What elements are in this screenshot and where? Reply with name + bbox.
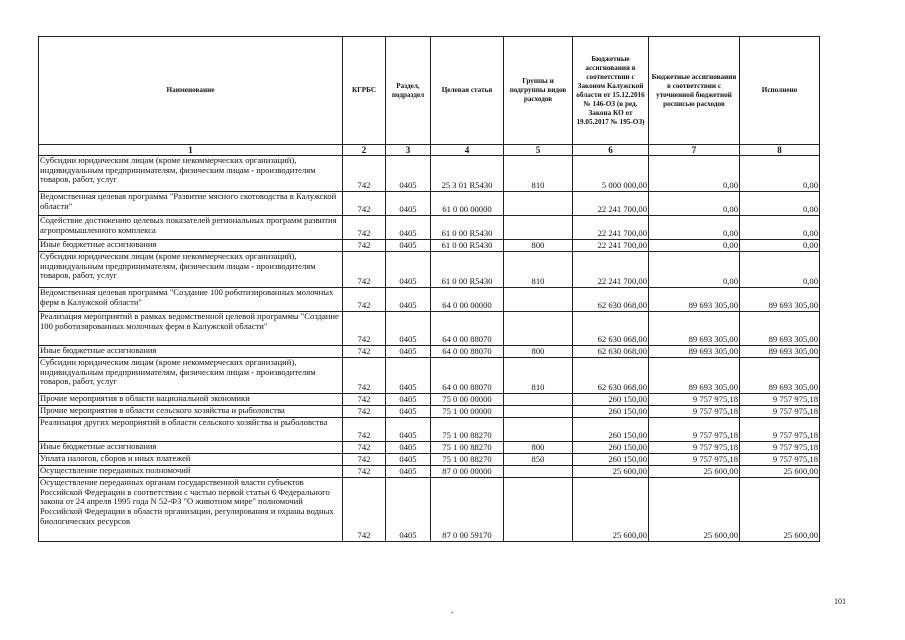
table-row	[39, 288, 820, 312]
row-target-article: 75 1 00 88270	[431, 418, 504, 442]
row-budget-law: 25 600,00	[573, 466, 649, 478]
table-row	[39, 394, 820, 406]
row-budget-law: 62 630 068,00	[573, 312, 649, 346]
row-kgrbs: 742	[343, 454, 386, 466]
row-budget-refined: 0,00	[649, 252, 740, 288]
column-number: 6	[573, 145, 649, 156]
row-expense-group	[504, 466, 573, 478]
row-name: Иные бюджетные ассигнования	[39, 442, 343, 454]
row-budget-law: 260 150,00	[573, 394, 649, 406]
row-target-article: 61 0 00 R5430	[431, 216, 504, 240]
row-executed: 25 600,00	[740, 466, 820, 478]
row-section: 0405	[386, 478, 431, 542]
row-section: 0405	[386, 346, 431, 358]
row-section: 0405	[386, 312, 431, 346]
header-executed: Исполнено	[740, 37, 820, 145]
row-expense-group: 810	[504, 358, 573, 394]
table-row	[39, 454, 820, 466]
row-name: Субсидии юридическим лицам (кроме некоммерческих организаций), индивидуальным предпринимателям, физическим лицам - производителям товаров, работ, услуг	[39, 252, 343, 288]
row-budget-law: 22 241 700,00	[573, 240, 649, 252]
table-row	[39, 358, 820, 394]
row-kgrbs: 742	[343, 288, 386, 312]
row-executed: 89 693 305,00	[740, 288, 820, 312]
row-kgrbs: 742	[343, 346, 386, 358]
row-target-article: 64 0 00 00000	[431, 288, 504, 312]
row-budget-law: 5 000 000,00	[573, 156, 649, 192]
row-expense-group: 850	[504, 454, 573, 466]
row-kgrbs: 742	[343, 442, 386, 454]
table-row	[39, 346, 820, 358]
row-budget-refined: 89 693 305,00	[649, 312, 740, 346]
footer-mark: .	[451, 605, 454, 616]
row-expense-group: 800	[504, 442, 573, 454]
row-name: Субсидии юридическим лицам (кроме некоммерческих организаций), индивидуальным предпринимателям, физическим лицам - производителям товаров, работ, услуг	[39, 358, 343, 394]
row-budget-law: 62 630 068,00	[573, 358, 649, 394]
row-executed: 9 757 975,18	[740, 454, 820, 466]
row-executed: 89 693 305,00	[740, 346, 820, 358]
row-target-article: 61 0 00 R5430	[431, 252, 504, 288]
header-row	[39, 37, 820, 145]
row-budget-refined: 89 693 305,00	[649, 346, 740, 358]
row-expense-group	[504, 192, 573, 216]
row-expense-group: 800	[504, 346, 573, 358]
row-section: 0405	[386, 358, 431, 394]
row-name: Осуществление переданных полномочий	[39, 466, 343, 478]
column-number: 3	[386, 145, 431, 156]
row-name: Ведомственная целевая программа "Создание 100 роботизированных молочных ферм в Калужской области"	[39, 288, 343, 312]
row-executed: 0,00	[740, 216, 820, 240]
row-name: Прочие мероприятия в области национальной экономики	[39, 394, 343, 406]
header-groups: Группы и подгруппы видов расходов	[504, 37, 573, 145]
row-target-article: 64 0 00 88070	[431, 346, 504, 358]
row-name: Иные бюджетные ассигнования	[39, 240, 343, 252]
row-section: 0405	[386, 288, 431, 312]
table-row	[39, 418, 820, 442]
row-section: 0405	[386, 394, 431, 406]
row-name: Осуществление переданных органам государственной власти субъектов Российской Федерации в соответствии с частью первой статьи 6 Федерального закона от 24 апреля 1995 года N 52-ФЗ "О животном мире" полномочий Российской Федерации в области организации, регулирования и охраны водных биологических ресурсов	[39, 478, 343, 542]
row-kgrbs: 742	[343, 216, 386, 240]
row-executed: 0,00	[740, 240, 820, 252]
row-executed: 0,00	[740, 252, 820, 288]
row-expense-group: 800	[504, 240, 573, 252]
header-section: Раздел, подраздел	[386, 37, 431, 145]
row-budget-law: 22 241 700,00	[573, 216, 649, 240]
row-kgrbs: 742	[343, 478, 386, 542]
row-name: Прочие мероприятия в области сельского хозяйства и рыболовства	[39, 406, 343, 418]
row-name: Ведомственная целевая программа "Развитие мясного скотоводства в Калужской области"	[39, 192, 343, 216]
row-target-article: 61 0 00 00000	[431, 192, 504, 216]
row-expense-group: 810	[504, 252, 573, 288]
row-section: 0405	[386, 192, 431, 216]
row-section: 0405	[386, 252, 431, 288]
row-executed: 9 757 975,18	[740, 406, 820, 418]
row-budget-refined: 0,00	[649, 192, 740, 216]
row-expense-group	[504, 478, 573, 542]
row-kgrbs: 742	[343, 418, 386, 442]
table-row	[39, 406, 820, 418]
row-executed: 9 757 975,18	[740, 418, 820, 442]
row-budget-law: 260 150,00	[573, 406, 649, 418]
row-budget-refined: 9 757 975,18	[649, 442, 740, 454]
row-kgrbs: 742	[343, 252, 386, 288]
row-budget-law: 62 630 068,00	[573, 288, 649, 312]
row-budget-refined: 0,00	[649, 156, 740, 192]
row-budget-law: 22 241 700,00	[573, 252, 649, 288]
row-expense-group	[504, 394, 573, 406]
page-number: 101	[834, 597, 846, 606]
table-row	[39, 216, 820, 240]
row-budget-refined: 25 600,00	[649, 466, 740, 478]
row-section: 0405	[386, 454, 431, 466]
row-budget-refined: 89 693 305,00	[649, 358, 740, 394]
row-budget-refined: 0,00	[649, 216, 740, 240]
row-budget-refined: 9 757 975,18	[649, 394, 740, 406]
row-target-article: 87 0 00 00000	[431, 466, 504, 478]
row-executed: 0,00	[740, 156, 820, 192]
row-executed: 89 693 305,00	[740, 312, 820, 346]
row-target-article: 64 0 00 88070	[431, 312, 504, 346]
row-target-article: 64 0 00 88070	[431, 358, 504, 394]
row-target-article: 75 1 00 00000	[431, 406, 504, 418]
row-section: 0405	[386, 240, 431, 252]
row-budget-law: 260 150,00	[573, 418, 649, 442]
row-name: Содействие достижению целевых показателей региональных программ развития агропромышленного комплекса	[39, 216, 343, 240]
row-executed: 9 757 975,18	[740, 394, 820, 406]
table-row	[39, 478, 820, 542]
row-executed: 25 600,00	[740, 478, 820, 542]
row-kgrbs: 742	[343, 466, 386, 478]
row-budget-refined: 0,00	[649, 240, 740, 252]
row-expense-group	[504, 312, 573, 346]
table-row	[39, 192, 820, 216]
row-target-article: 75 0 00 00000	[431, 394, 504, 406]
row-target-article: 75 1 00 88270	[431, 442, 504, 454]
header-target: Целевая статья	[431, 37, 504, 145]
budget-table	[38, 36, 820, 542]
row-budget-refined: 89 693 305,00	[649, 288, 740, 312]
table-row	[39, 466, 820, 478]
row-expense-group	[504, 406, 573, 418]
column-number: 2	[343, 145, 386, 156]
row-expense-group	[504, 288, 573, 312]
column-number: 4	[431, 145, 504, 156]
row-section: 0405	[386, 216, 431, 240]
table-row	[39, 240, 820, 252]
row-budget-law: 260 150,00	[573, 442, 649, 454]
row-name: Иные бюджетные ассигнования	[39, 346, 343, 358]
header-budget-law: Бюджетные ассигнования в соответствии с Законом Калужской области от 15.12.2016 № 146-ОЗ (в ред. Закона КО от 19.05.2017 № 195-ОЗ)	[573, 37, 649, 145]
row-name: Уплата налогов, сборов и иных платежей	[39, 454, 343, 466]
column-number: 8	[740, 145, 820, 156]
row-kgrbs: 742	[343, 192, 386, 216]
row-executed: 89 693 305,00	[740, 358, 820, 394]
row-kgrbs: 742	[343, 240, 386, 252]
row-budget-refined: 9 757 975,18	[649, 454, 740, 466]
row-section: 0405	[386, 406, 431, 418]
row-section: 0405	[386, 156, 431, 192]
row-budget-law: 260 150,00	[573, 454, 649, 466]
table-body	[39, 156, 820, 542]
table-row	[39, 156, 820, 192]
row-budget-law: 22 241 700,00	[573, 192, 649, 216]
column-number-row	[39, 145, 820, 156]
row-executed: 9 757 975,18	[740, 442, 820, 454]
row-budget-refined: 25 600,00	[649, 478, 740, 542]
row-kgrbs: 742	[343, 406, 386, 418]
row-name: Реализация мероприятий в рамках ведомственной целевой программы "Создание 100 роботизированных молочных ферм в Калужской области"	[39, 312, 343, 346]
row-kgrbs: 742	[343, 156, 386, 192]
row-target-article: 25 3 01 R5430	[431, 156, 504, 192]
row-kgrbs: 742	[343, 312, 386, 346]
row-name: Субсидии юридическим лицам (кроме некоммерческих организаций), индивидуальным предпринимателям, физическим лицам - производителям товаров, работ, услуг	[39, 156, 343, 192]
row-executed: 0,00	[740, 192, 820, 216]
row-expense-group	[504, 216, 573, 240]
row-expense-group	[504, 418, 573, 442]
header-budget-refined: Бюджетные ассигнования в соответствии с уточненной бюджетной росписью расходов	[649, 37, 740, 145]
table-row	[39, 442, 820, 454]
column-number: 7	[649, 145, 740, 156]
row-section: 0405	[386, 418, 431, 442]
table-row	[39, 252, 820, 288]
row-target-article: 75 1 00 88270	[431, 454, 504, 466]
header-name: Наименование	[39, 37, 343, 145]
table-row	[39, 312, 820, 346]
row-budget-refined: 9 757 975,18	[649, 418, 740, 442]
row-kgrbs: 742	[343, 394, 386, 406]
row-budget-law: 62 630 068,00	[573, 346, 649, 358]
row-budget-refined: 9 757 975,18	[649, 406, 740, 418]
header-kgrbs: КГРБС	[343, 37, 386, 145]
column-number: 5	[504, 145, 573, 156]
row-section: 0405	[386, 442, 431, 454]
column-number: 1	[39, 145, 343, 156]
row-target-article: 61 0 00 R5430	[431, 240, 504, 252]
row-target-article: 87 0 00 59170	[431, 478, 504, 542]
row-section: 0405	[386, 466, 431, 478]
row-expense-group: 810	[504, 156, 573, 192]
row-kgrbs: 742	[343, 358, 386, 394]
row-name: Реализация других мероприятий в области сельского хозяйства и рыболовства	[39, 418, 343, 442]
row-budget-law: 25 600,00	[573, 478, 649, 542]
